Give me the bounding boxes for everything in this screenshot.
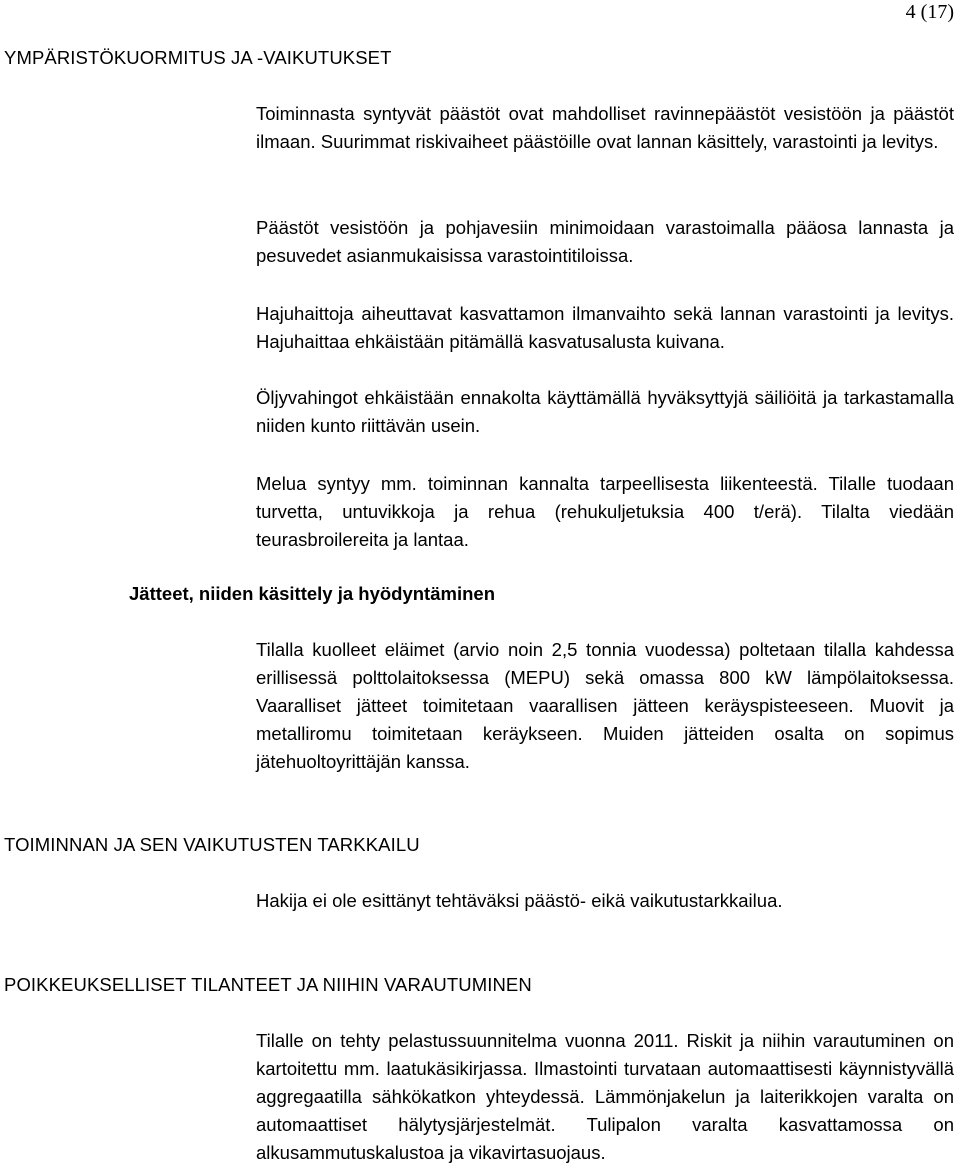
section-heading-waste: Jätteet, niiden käsittely ja hyödyntäminen	[129, 583, 495, 604]
section-heading-monitoring: TOIMINNAN JA SEN VAIKUTUSTEN TARKKAILU	[4, 834, 420, 855]
paragraph-emissions-2: Päästöt vesistöön ja pohjavesiin minimoidaan varastoimalla pääosa lannasta ja pesuvedet asianmukaisissa varastointitiloissa.	[256, 217, 954, 266]
paragraph-emissions-1: Toiminnasta syntyvät päästöt ovat mahdolliset ravinnepäästöt vesistöön ja päästöt ilmaan. Suurimmat riskivaiheet päästöille ovat lannan käsittely, varastointi ja levitys.	[256, 103, 954, 152]
paragraph-exceptional-1: Tilalle on tehty pelastussuunnitelma vuonna 2011. Riskit ja niihin varautuminen on kartoitettu mm. laatukäsikirjassa. Ilmastointi turvataan automaattisesti käynnistyvällä aggregaatilla sähkökatkon yhteydessä. Lämmönjakelun ja laiterikkojen varalta on automaattiset hälytysjärjestelmät. Tulipalon varalta kasvattamossa on alkusammutuskalustoa ja vikavirtasuojaus.	[256, 1030, 954, 1163]
paragraph-monitoring-1: Hakija ei ole esittänyt tehtäväksi päästö- eikä vaikutustarkkailua.	[256, 890, 783, 911]
paragraph-emissions-3: Hajuhaittoja aiheuttavat kasvattamon ilmanvaihto sekä lannan varastointi ja levitys. Hajuhaittaa ehkäistään pitämällä kasvatusalusta kuivana.	[256, 303, 954, 352]
paragraph-emissions-5: Melua syntyy mm. toiminnan kannalta tarpeellisesta liikenteestä. Tilalle tuodaan turvetta, untuvikkoja ja rehua (rehukuljetuksia 400 t/erä). Tilalta viedään teurasbroilereita ja lantaa.	[256, 473, 954, 550]
paragraph-emissions-4: Öljyvahingot ehkäistään ennakolta käyttämällä hyväksyttyjä säiliöitä ja tarkastamalla niiden kunto riittävän usein.	[256, 387, 954, 436]
page-number: 4 (17)	[905, 1, 954, 23]
section-heading-emissions: YMPÄRISTÖKUORMITUS JA -VAIKUTUKSET	[4, 47, 392, 68]
section-heading-exceptional: POIKKEUKSELLISET TILANTEET JA NIIHIN VARAUTUMINEN	[4, 974, 532, 995]
paragraph-waste-1: Tilalla kuolleet eläimet (arvio noin 2,5 tonnia vuodessa) poltetaan tilalla kahdessa erillisessä polttolaitoksessa (MEPU) sekä omassa 800 kW lämpölaitoksessa. Vaaralliset jätteet toimitetaan vaarallisen jätteen keräyspisteeseen. Muovit ja metalliromu toimitetaan keräykseen. Muiden jätteiden osalta on sopimus jätehuoltoyrittäjän kanssa.	[256, 639, 954, 772]
